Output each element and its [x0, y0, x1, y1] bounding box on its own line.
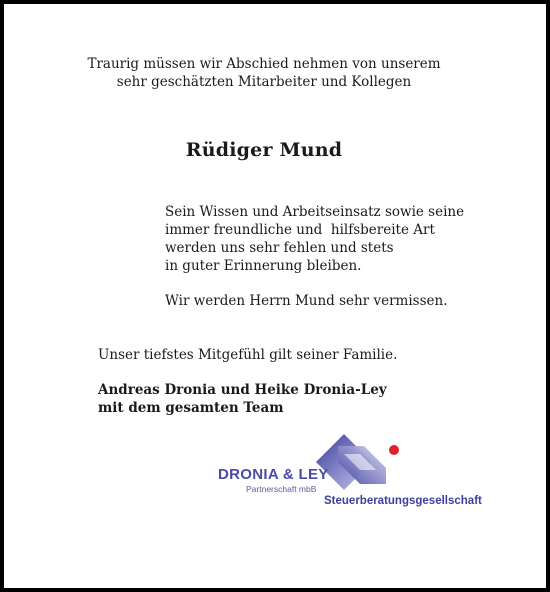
logo-firm-name: DRONIA & LEY: [218, 466, 329, 483]
intro-line-2: sehr geschätzten Mitarbeiter und Kollegen: [116, 74, 412, 90]
missed-line: Wir werden Herrn Mund sehr vermissen.: [165, 293, 448, 309]
deceased-name: Rüdiger Mund: [185, 139, 343, 161]
condolence-line: Unser tiefstes Mitgefühl gilt seiner Familie.: [98, 347, 398, 363]
signers: [98, 381, 387, 417]
tribute-text: [165, 203, 464, 275]
intro-line-1: Traurig müssen wir Abschied nehmen von unserem: [87, 56, 441, 72]
signers-line-2: mit dem gesamten Team: [98, 400, 284, 416]
signers-line-1: Andreas Dronia und Heike Dronia-Ley: [98, 382, 387, 398]
intro-text: [0, 55, 550, 91]
tribute-line: werden uns sehr fehlen und stets: [165, 240, 394, 256]
logo-tagline: Steuerberatungsgesellschaft: [324, 495, 482, 507]
logo-partner-line: Partnerschaft mbB: [246, 484, 317, 494]
red-dot-icon: [389, 445, 399, 455]
tribute-line: in guter Erinnerung bleiben.: [165, 258, 362, 274]
tribute-line: immer freundliche und hilfsbereite Art: [165, 222, 435, 238]
tribute-line: Sein Wissen und Arbeitseinsatz sowie seine: [165, 204, 465, 220]
